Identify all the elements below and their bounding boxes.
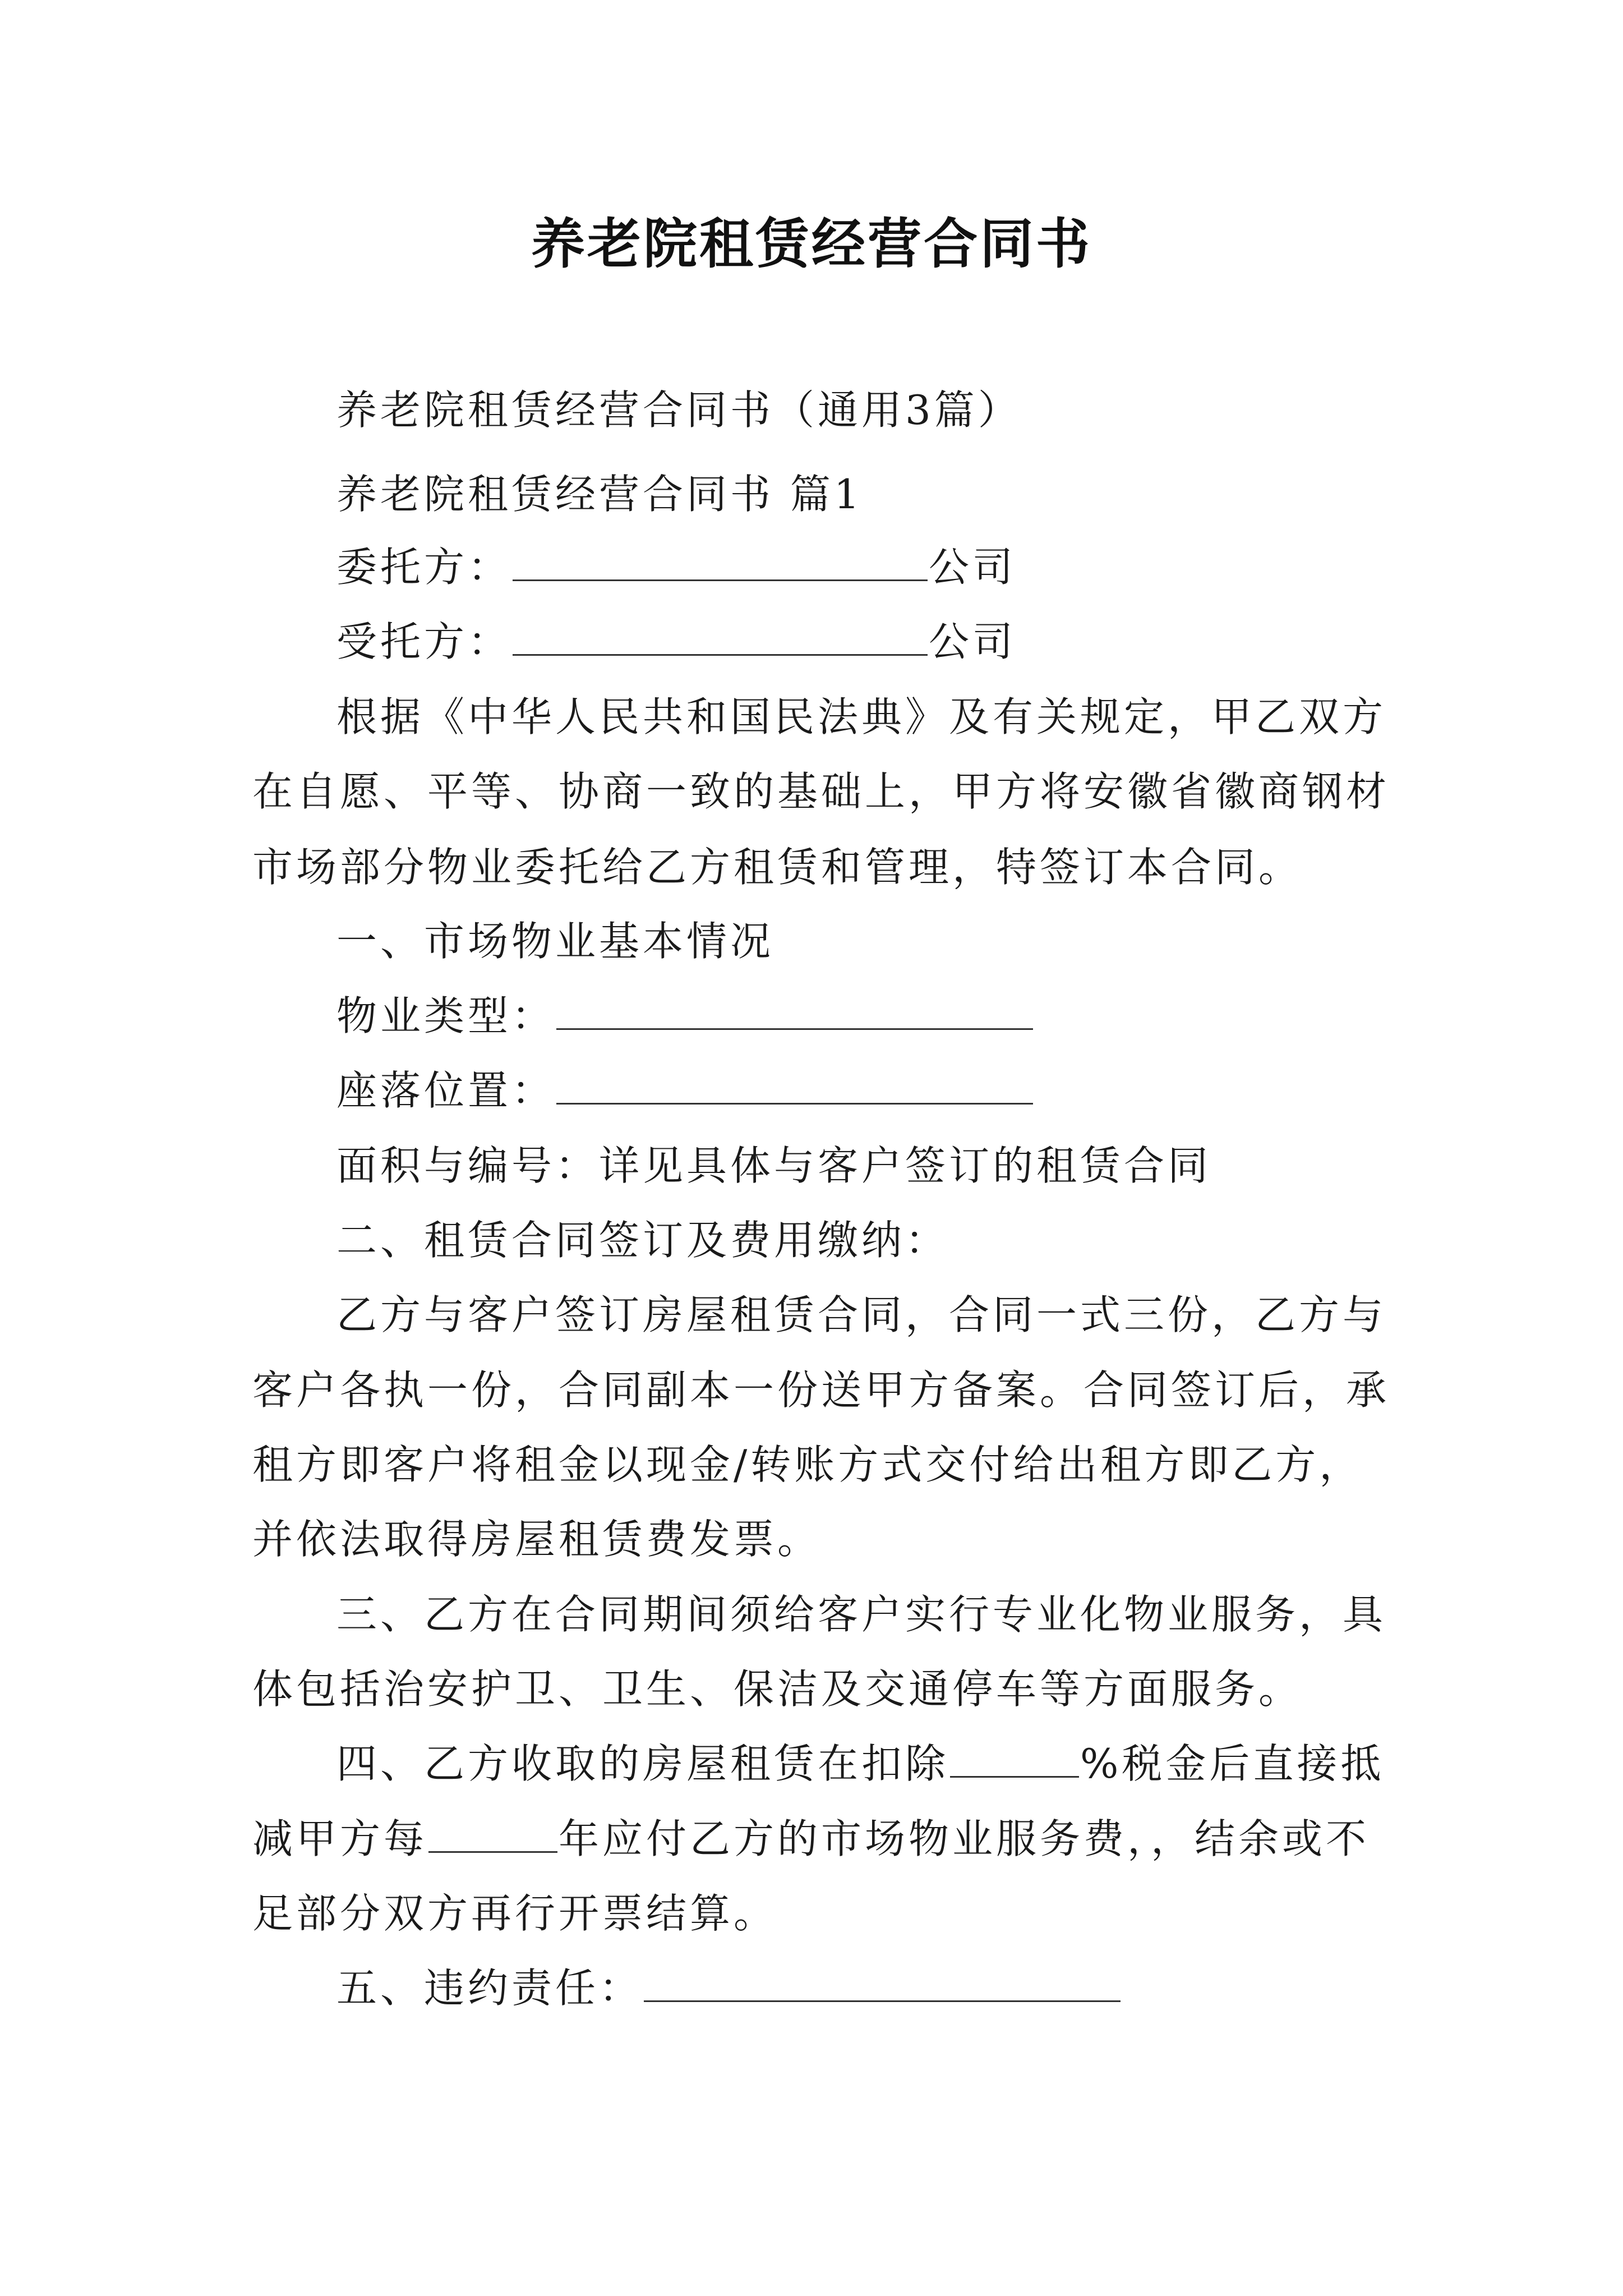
para3-line-1: 三、乙方在合同期间须给客户实行专业化物业服务，具	[336, 1591, 1387, 1638]
breach-liability-blank	[644, 1963, 1121, 2002]
location-label: 座落位置：	[336, 1067, 556, 1114]
area-line: 面积与编号：详见具体与客户签订的租赁合同	[336, 1142, 1212, 1189]
section-heading: 养老院租赁经营合同书 篇1	[336, 471, 863, 518]
para4-line-2	[252, 1813, 1374, 1865]
client-line	[336, 541, 1458, 593]
item2-heading: 二、租赁合同签订及费用缴纳：	[336, 1217, 949, 1264]
para1-line-3: 市场部分物业委托给乙方租赁和管理，特签订本合同。	[252, 844, 1303, 891]
trustee-line	[336, 616, 1458, 668]
para1-line-2: 在自愿、平等、协商一致的基础上，甲方将安徽省徽商钢材	[252, 768, 1390, 815]
para2-line-3: 租方即客户将租金以现金/转账方式交付给出租方即乙方，	[252, 1441, 1363, 1488]
para4-line-1-text-a: 四、乙方收取的房屋租赁在扣除	[336, 1740, 949, 1787]
year-blank	[428, 1814, 557, 1853]
trustee-label: 受托方：	[336, 618, 512, 665]
property-type-blank	[556, 991, 1033, 1030]
para4-line-2-text-b: 年应付乙方的市场物业服务费，，结余或不	[559, 1815, 1370, 1862]
client-name-blank	[513, 542, 928, 581]
para4-line-1	[336, 1738, 1458, 1789]
tax-rate-blank	[950, 1739, 1079, 1778]
client-label: 委托方：	[336, 544, 512, 591]
para2-line-4: 并依法取得房屋租赁费发票。	[252, 1516, 822, 1563]
location-blank	[556, 1066, 1033, 1105]
location-line	[336, 1065, 1458, 1116]
document-title: 养老院租赁经营合同书	[531, 212, 1092, 275]
item5-label: 五、违约责任：	[336, 1964, 643, 2012]
para4-line-2-text-a: 减甲方每	[252, 1815, 428, 1862]
client-suffix: 公司	[929, 544, 1017, 591]
item1-heading: 一、市场物业基本情况	[336, 918, 774, 965]
trustee-suffix: 公司	[929, 618, 1017, 665]
property-type-label: 物业类型：	[336, 992, 556, 1039]
para3-line-2: 体包括治安护卫、卫生、保洁及交通停车等方面服务。	[252, 1665, 1303, 1713]
para4-line-3: 足部分双方再行开票结算。	[252, 1890, 778, 1937]
para4-line-1-text-b: %税金后直接抵	[1080, 1740, 1385, 1787]
trustee-name-blank	[513, 617, 928, 656]
para1-line-1: 根据《中华人民共和国民法典》及有关规定，甲乙双方	[336, 693, 1387, 740]
para2-line-2: 客户各执一份，合同副本一份送甲方备案。合同签订后，承	[252, 1366, 1390, 1414]
item5-line	[336, 1962, 1458, 2014]
document-subtitle: 养老院租赁经营合同书（通用3篇）	[336, 386, 1022, 434]
property-type-line	[336, 990, 1458, 1042]
para2-line-1: 乙方与客户签订房屋租赁合同，合同一式三份，乙方与	[336, 1291, 1387, 1338]
